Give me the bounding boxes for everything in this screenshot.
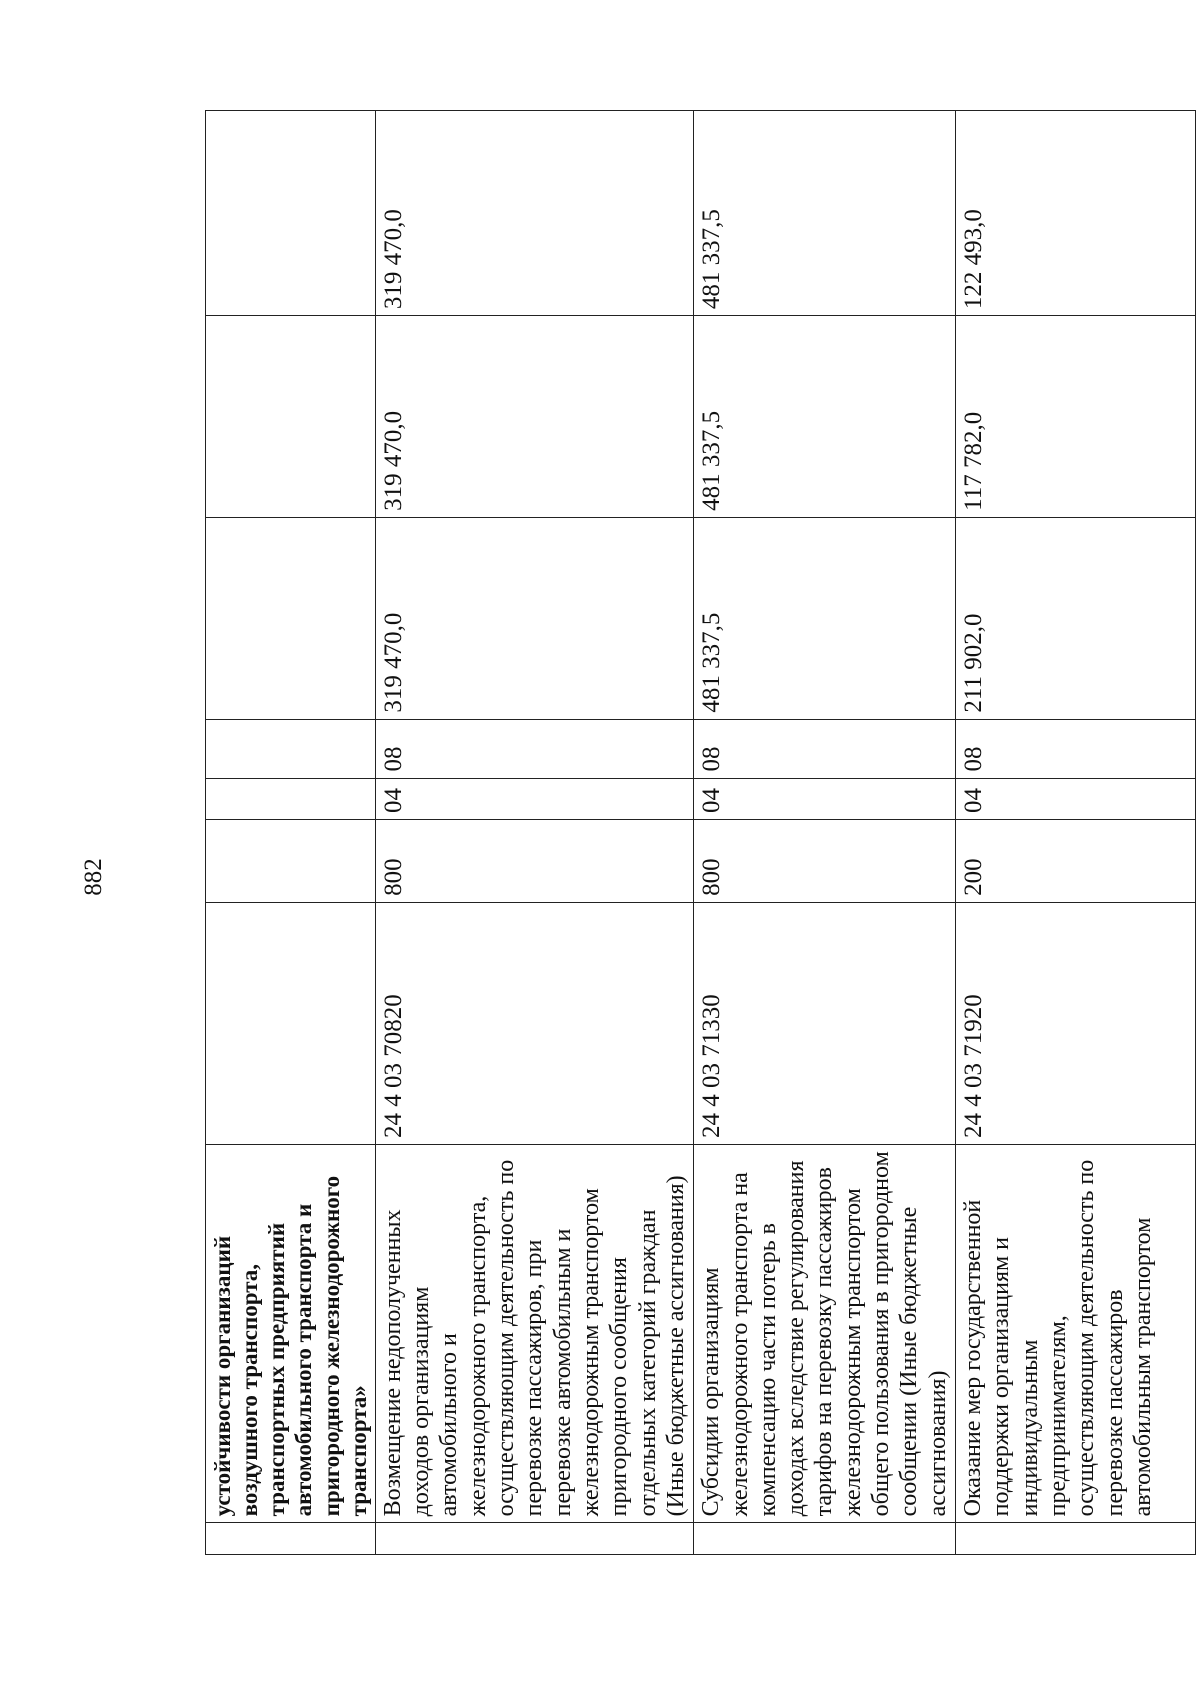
row-name: Оказание мер государственной поддержки организациям и индивидуальным предпринимателям, осуществляющим деятельность по перевозке пассажиров автомобильным транспортом [956, 1144, 1196, 1522]
row-number [375, 1523, 693, 1555]
row-code: 24 4 03 71920 [956, 902, 1196, 1144]
row-subsection: 08 [375, 719, 693, 778]
row-subsection [206, 719, 376, 778]
row-section: 04 [694, 778, 956, 819]
table-row [956, 111, 1196, 1555]
row-amount-year1: 481 337,5 [694, 517, 956, 719]
row-name: Возмещение недополученных доходов организациям автомобильного и железнодорожного транспорта, осуществляющим деятельность по перевозке пассажиров, при перевозке автомобильным и железнодорожным транспортом пригородного сообщения отдельных категорий граждан (Иные бюджетные ассигнования) [375, 1144, 693, 1522]
row-name: Субсидии организациям железнодорожного транспорта на компенсацию части потерь в доходах вследствие регулирования тарифов на перевозку пассажиров железнодорожным транспортом общего пользования в пригородном сообщении (Иные бюджетные ассигнования) [694, 1144, 956, 1522]
row-expense-type: 800 [375, 819, 693, 902]
row-amount-year3 [206, 111, 376, 316]
row-amount-year3: 481 337,5 [694, 111, 956, 316]
table-row [694, 111, 956, 1555]
row-amount-year1 [206, 517, 376, 719]
row-expense-type [206, 819, 376, 902]
row-amount-year1: 319 470,0 [375, 517, 693, 719]
row-section [206, 778, 376, 819]
row-amount-year2: 117 782,0 [956, 316, 1196, 518]
row-number [956, 1523, 1196, 1555]
row-subsection: 08 [956, 719, 1196, 778]
row-amount-year3: 122 493,0 [956, 111, 1196, 316]
row-code [206, 902, 376, 1144]
row-number [206, 1523, 376, 1555]
row-amount-year3: 319 470,0 [375, 111, 693, 316]
row-number [694, 1523, 956, 1555]
budget-table [205, 110, 1196, 1555]
row-amount-year1: 211 902,0 [956, 517, 1196, 719]
row-amount-year2: 481 337,5 [694, 316, 956, 518]
budget-table-frame [205, 110, 1156, 1555]
row-code: 24 4 03 71330 [694, 902, 956, 1144]
table-row [206, 111, 376, 1555]
row-expense-type: 200 [956, 819, 1196, 902]
row-subsection: 08 [694, 719, 956, 778]
row-name: устойчивости организаций воздушного транспорта, транспортных предприятий автомобильного транспорта и пригородного железнодорожного транспорта» [206, 1144, 376, 1522]
row-section: 04 [956, 778, 1196, 819]
row-amount-year2 [206, 316, 376, 518]
page-number: 882 [80, 858, 107, 896]
row-amount-year2: 319 470,0 [375, 316, 693, 518]
row-expense-type: 800 [694, 819, 956, 902]
table-row [375, 111, 693, 1555]
row-code: 24 4 03 70820 [375, 902, 693, 1144]
row-section: 04 [375, 778, 693, 819]
